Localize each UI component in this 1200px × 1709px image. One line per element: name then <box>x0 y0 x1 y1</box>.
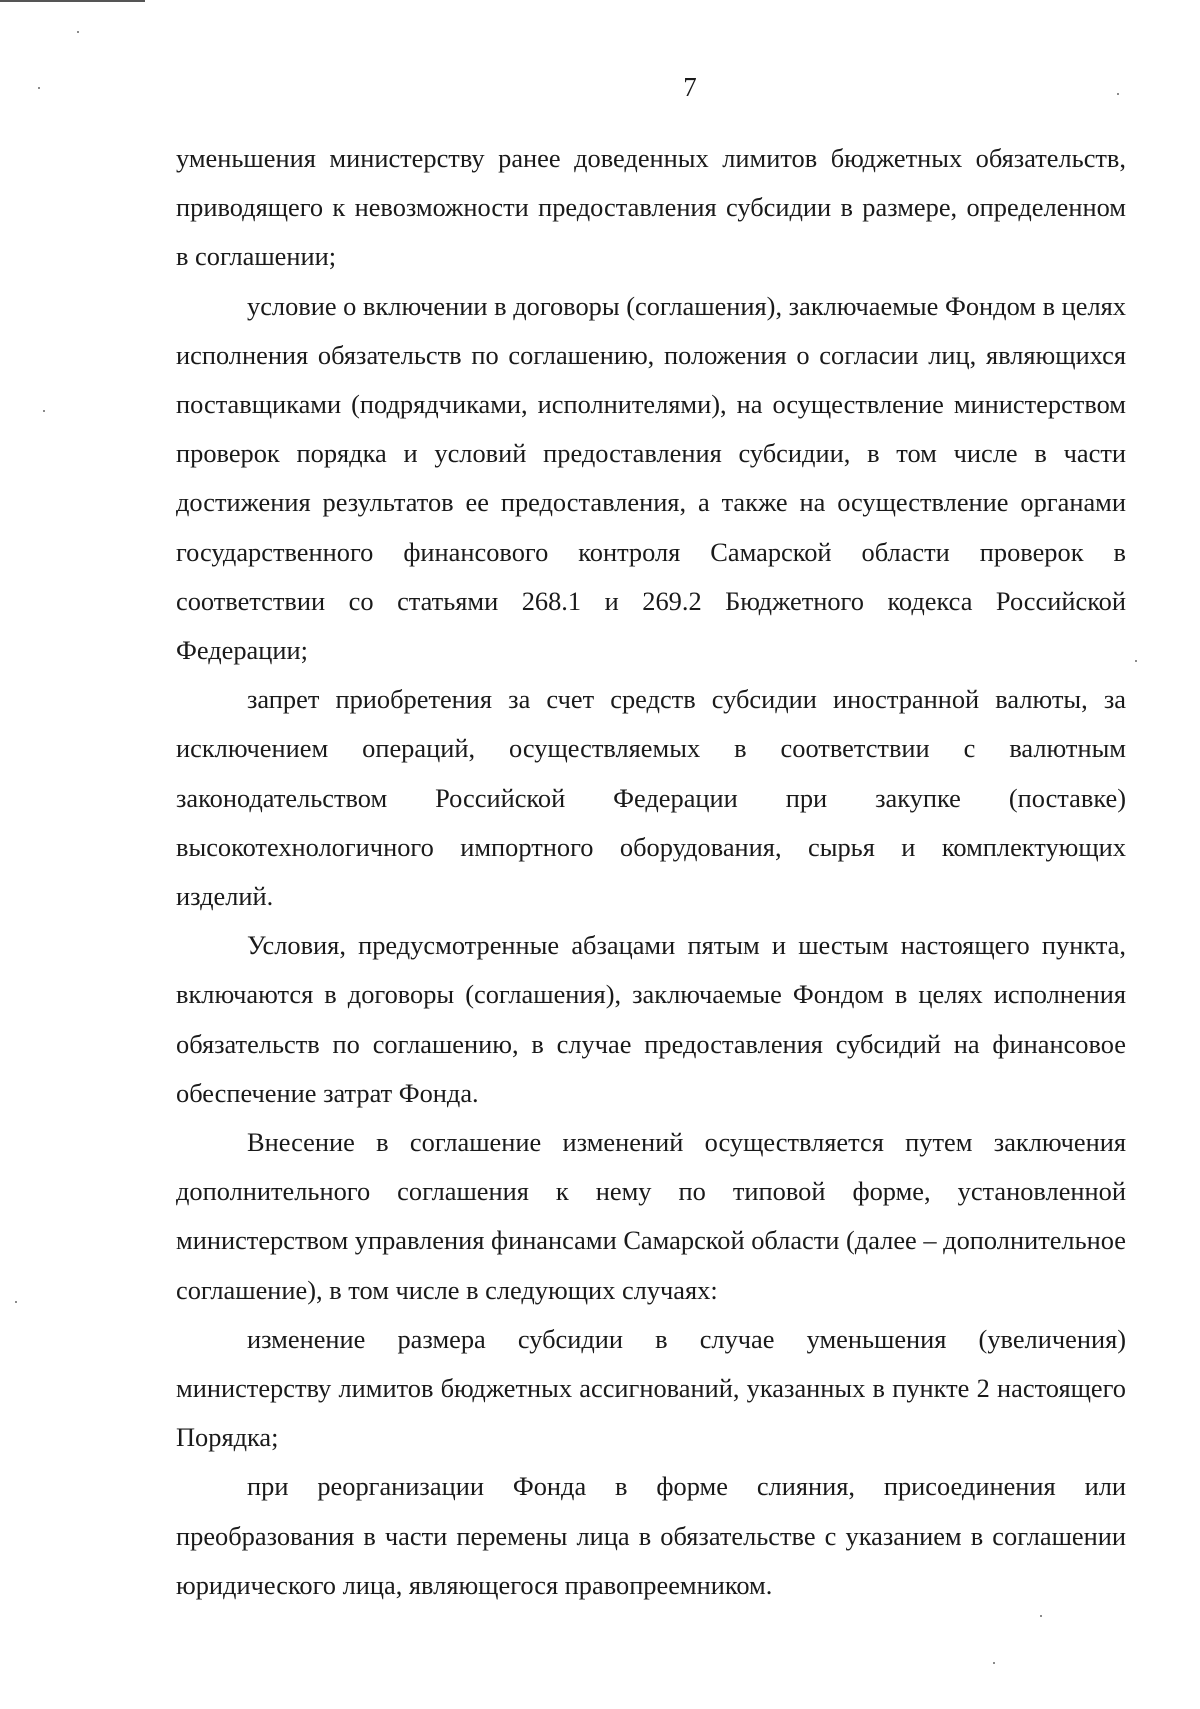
document-body <box>176 134 1126 1610</box>
scan-edge-artifact <box>0 0 145 2</box>
scan-speck <box>43 410 45 412</box>
paragraph-reorganization: при реорганизации Фонда в форме слияния, присоединения или преобразования в части перемены лица в обязательстве с указанием в соглашении юридического лица, являющегося правопреемником. <box>176 1471 1126 1600</box>
page-number: 7 <box>683 72 697 102</box>
paragraph-subsidy-change: изменение размера субсидии в случае уменьшения (увеличения) министерству лимитов бюджетных ассигнований, указанных в пункте 2 настоящего Порядка; <box>176 1323 1126 1453</box>
paragraph-currency-ban: запрет приобретения за счет средств субсидии иностранной валюты, за исключением операций, осуществляемых в соответствии с валютным законодательством Российской Федерации при закупке (поставке) высокотехнологичного импортного оборудования, сырья и комплектующих изделий. <box>176 684 1126 912</box>
paragraph-amendments: Внесение в соглашение изменений осуществляется путем заключения дополнительного соглашения к нему по типовой форме, установленной министерством управления финансами Самарской области (далее – дополнительное соглашение), в том числе в следующих случаях: <box>176 1127 1126 1305</box>
scan-speck <box>15 1301 17 1303</box>
scan-speck <box>993 1662 995 1664</box>
scan-speck <box>77 31 79 33</box>
paragraph-conditions-inclusion: Условия, предусмотренные абзацами пятым и шестым настоящего пункта, включаются в договоры (соглашения), заключаемые Фондом в целях исполнения обязательств по соглашению, в случае предоставления субсидий на финансовое обеспечение затрат Фонда. <box>176 930 1126 1108</box>
scan-speck <box>1040 1615 1042 1617</box>
scan-speck <box>1135 660 1137 662</box>
paragraph-contract-condition: условие о включении в договоры (соглашения), заключаемые Фондом в целях исполнения обязательств по соглашению, положения о согласии лиц, являющихся поставщиками (подрядчиками, исполнителями), на осуществление министерством проверок порядка и условий предоставления субсидии, в том числе в части достижения результатов ее предоставления, а также на осуществление органами государственного финансового контроля Самарской области проверок в соответствии со статьями 268.1 и 269.2 Бюджетного кодекса Российской Федерации; <box>176 290 1126 666</box>
paragraph-limits-reduction: уменьшения министерству ранее доведенных лимитов бюджетных обязательств, приводящего к невозможности предоставления субсидии в размере, определенном в соглашении; <box>176 143 1126 272</box>
